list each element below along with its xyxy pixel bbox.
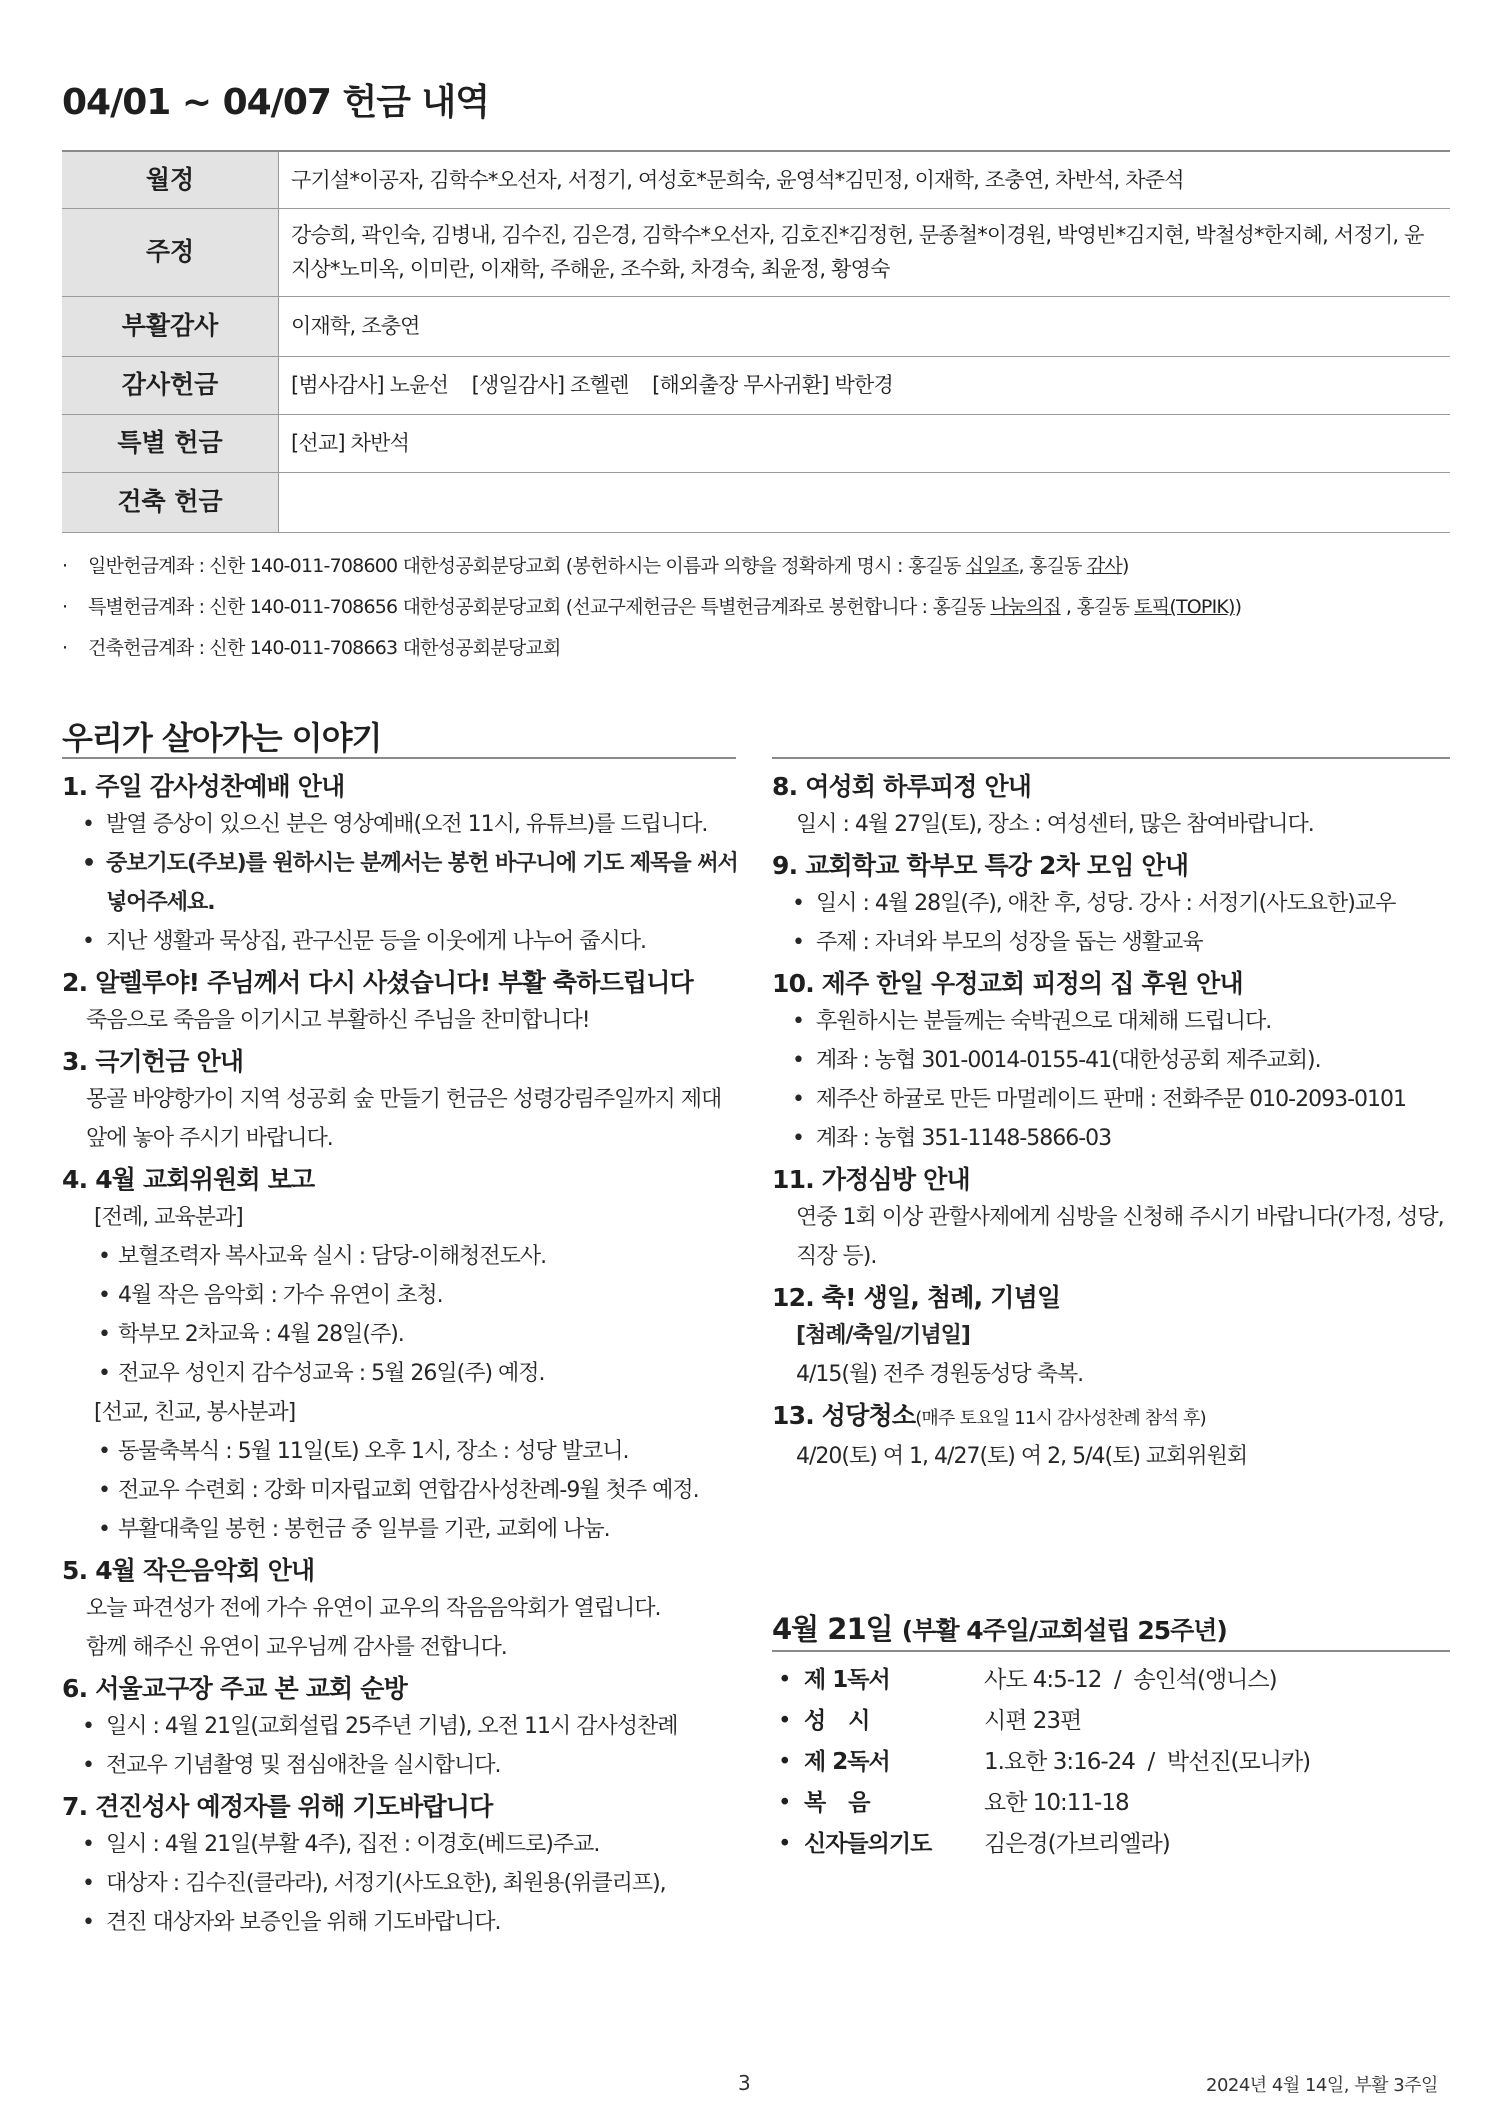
footer-date: 2024년 4월 14일, 부활 3주일	[1206, 2075, 1438, 2096]
bullet-item: • 지난 생활과 묵상집, 관구신문 등을 이웃에게 나누어 줍시다.	[62, 922, 742, 961]
account-line-building: · 건축헌금계좌 : 신한 140-011-708663 대한성공회분당교회	[62, 637, 561, 659]
offering-row	[62, 472, 1450, 532]
offering-names: 강승희, 곽인숙, 김병내, 김수진, 김은경, 김학수*오선자, 김호진*김정헌, 문종철*이경원, 박영빈*김지현, 박철성*한지혜, 서정기, 윤지상*노미옥, 이미란, 이재학, 주해윤, 조수화, 차경숙, 최윤정, 황영숙	[279, 208, 1451, 296]
schedule-subtitle: (부활 4주일/교회설립 25주년)	[901, 1616, 1227, 1645]
bullet-item: • 일시 : 4월 21일(교회설립 25주년 기념), 오전 11시 감사성찬례	[62, 1707, 742, 1746]
schedule-label: 성시	[804, 1708, 893, 1734]
section-heading: 8. 여성회 하루피정 안내	[772, 772, 1032, 801]
section-heading: 7. 견진성사 예정자를 위해 기도바랍니다	[62, 1792, 493, 1821]
schedule-label: 제 1독서	[804, 1667, 890, 1693]
right-column	[772, 765, 1452, 1476]
schedule-value: 요한 10:11-18	[984, 1790, 1129, 1816]
bullet-item: • 중보기도(주보)를 원하시는 분께서는 봉헌 바구니에 기도 제목을 써서 넣어주세요.	[62, 844, 742, 922]
section-heading: 10. 제주 한일 우정교회 피정의 집 후원 안내	[772, 969, 1243, 998]
stories-divider-right	[772, 757, 1450, 759]
paragraph: 연중 1회 이상 관할사제에게 심방을 신청해 주시기 바랍니다(가정, 성당, 직장 등).	[796, 1205, 1444, 1269]
bullet-item: • 4월 작은 음악회 : 가수 유연이 초청.	[62, 1276, 742, 1315]
bullet-item: • 동물축복식 : 5월 11일(토) 오후 1시, 장소 : 성당 발코니.	[62, 1432, 742, 1471]
offering-label: 감사헌금	[62, 356, 279, 414]
stories-divider-left	[62, 757, 736, 759]
offering-label: 부활감사	[62, 296, 279, 356]
section-heading: 1. 주일 감사성찬예배 안내	[62, 772, 345, 801]
schedule-value: 사도 4:5-12 / 송인석(앵니스)	[984, 1667, 1277, 1693]
section-heading: 2. 알렐루야! 주님께서 다시 사셨습니다! 부활 축하드립니다	[62, 968, 693, 997]
subheading: [선교, 친교, 봉사분과]	[94, 1400, 296, 1425]
left-column	[62, 765, 742, 1942]
bullet-dot: •	[778, 1708, 791, 1734]
paragraph: 오늘 파견성가 전에 가수 유연이 교우의 작음음악회가 열립니다.	[86, 1596, 661, 1621]
subheading: [전례, 교육분과]	[94, 1205, 243, 1230]
schedule-label: 복음	[804, 1790, 893, 1816]
bullet-item: • 견진 대상자와 보증인을 위해 기도바랍니다.	[62, 1903, 742, 1942]
offering-row	[62, 152, 1450, 208]
schedule-row	[772, 1783, 1442, 1824]
bullet-dot: •	[778, 1667, 791, 1693]
section-heading: 5. 4월 작은음악회 안내	[62, 1556, 315, 1585]
schedule-value: 김은경(가브리엘라)	[984, 1831, 1170, 1857]
bullet-item: • 발열 증상이 있으신 분은 영상예배(오전 11시, 유튜브)를 드립니다.	[62, 805, 742, 844]
schedule-value: 1.요한 3:16-24 / 박선진(모니카)	[984, 1749, 1311, 1775]
schedule-date: 4월 21일	[772, 1612, 893, 1646]
schedule-row	[772, 1742, 1442, 1783]
bullet-item: • 학부모 2차교육 : 4월 28일(주).	[62, 1315, 742, 1354]
schedule-label: 신자들의기도	[804, 1831, 932, 1857]
bullet-item: • 전교우 수련회 : 강화 미자립교회 연합감사성찬례-9월 첫주 예정.	[62, 1471, 742, 1510]
paragraph: 일시 : 4월 27일(토), 장소 : 여성센터, 많은 참여바랍니다.	[796, 812, 1314, 837]
section-heading: 9. 교회학교 학부모 특강 2차 모임 안내	[772, 851, 1189, 880]
schedule-label: 제 2독서	[804, 1749, 890, 1775]
bullet-item: • 후원하시는 분들께는 숙박권으로 대체해 드립니다.	[772, 1002, 1452, 1041]
offering-label: 건축 헌금	[62, 472, 279, 532]
bullet-dot: •	[778, 1749, 791, 1775]
bullet-item: • 전교우 기념촬영 및 점심애찬을 실시합니다.	[62, 1746, 742, 1785]
bullet-item: • 부활대축일 봉헌 : 봉헌금 중 일부를 기관, 교회에 나눔.	[62, 1510, 742, 1549]
section-heading-note: (매주 토요일 11시 감사성찬례 참석 후)	[915, 1408, 1206, 1429]
section-heading: 6. 서울교구장 주교 본 교회 순방	[62, 1674, 408, 1703]
schedule-value: 시편 23편	[984, 1708, 1082, 1734]
offering-names	[279, 472, 1451, 532]
bullet-item: • 전교우 성인지 감수성교육 : 5월 26일(주) 예정.	[62, 1354, 742, 1393]
bullet-item: • 보혈조력자 복사교육 실시 : 담당-이해청전도사.	[62, 1237, 742, 1276]
bullet-item: • 일시 : 4월 28일(주), 애찬 후, 성당. 강사 : 서정기(사도요한)교우	[772, 884, 1452, 923]
bullet-item: • 주제 : 자녀와 부모의 성장을 돕는 생활교육	[772, 923, 1452, 962]
section-heading: 12. 축! 생일, 첨례, 기념일	[772, 1283, 1061, 1312]
section-heading-text: 13. 성당청소	[772, 1401, 916, 1430]
schedule-row	[772, 1701, 1442, 1742]
schedule-row	[772, 1824, 1442, 1865]
page-title: 04/01 ~ 04/07 헌금 내역	[62, 82, 490, 123]
section-heading	[772, 1398, 1452, 1437]
offering-row	[62, 356, 1450, 414]
bullet-dot: •	[778, 1831, 791, 1857]
bullet-item: • 제주산 하귤로 만든 마멀레이드 판매 : 전화주문 010-2093-0101	[772, 1080, 1452, 1119]
bullet-dot: •	[778, 1790, 791, 1816]
paragraph: 몽골 바양항가이 지역 성공회 숲 만들기 헌금은 성령강림주일까지 제대 앞에 놓아 주시기 바랍니다.	[86, 1087, 722, 1151]
bullet-item: • 계좌 : 농협 351-1148-5866-03	[772, 1119, 1452, 1158]
offering-row	[62, 208, 1450, 296]
paragraph: 4/20(토) 여 1, 4/27(토) 여 2, 5/4(토) 교회위원회	[796, 1444, 1248, 1469]
bullet-item: • 대상자 : 김수진(클라라), 서정기(사도요한), 최원용(위클리프),	[62, 1864, 742, 1903]
stories-title: 우리가 살아가는 이야기	[62, 719, 382, 757]
offering-row	[62, 414, 1450, 472]
offering-names: [범사감사] 노윤선 [생일감사] 조헬렌 [해외출장 무사귀환] 박한경	[279, 356, 1451, 414]
paragraph: 죽음으로 죽음을 이기시고 부활하신 주님을 찬미합니다!	[86, 1008, 590, 1033]
account-line-general: · 일반헌금계좌 : 신한 140-011-708600 대한성공회분당교회 (봉헌하시는 이름과 의향을 정확하게 명시 : 홍길동 십일조, 홍길동 감사)	[62, 555, 1129, 577]
page-number: 3	[738, 2071, 751, 2095]
section-heading: 11. 가정심방 안내	[772, 1165, 970, 1194]
schedule-title	[772, 1607, 1227, 1648]
offering-names: [선교] 차반석	[279, 414, 1451, 472]
schedule-divider	[772, 1650, 1450, 1652]
bullet-item: • 일시 : 4월 21일(부활 4주), 집전 : 이경호(베드로)주교.	[62, 1825, 742, 1864]
offering-table	[62, 152, 1450, 533]
bullet-item: • 계좌 : 농협 301-0014-0155-41(대한성공회 제주교회).	[772, 1041, 1452, 1080]
section-heading: 4. 4월 교회위원회 보고	[62, 1165, 315, 1194]
offering-names: 구기설*이공자, 김학수*오선자, 서정기, 여성호*문희숙, 윤영석*김민정, 이재학, 조충연, 차반석, 차준석	[279, 152, 1451, 208]
account-line-special: · 특별헌금계좌 : 신한 140-011-708656 대한성공회분당교회 (선교구제헌금은 특별헌금계좌로 봉헌합니다 : 홍길동 나눔의집 , 홍길동 토픽(TOPIK))	[62, 596, 1242, 618]
paragraph: 함께 해주신 유연이 교우님께 감사를 전합니다.	[86, 1635, 507, 1660]
schedule-row	[772, 1660, 1442, 1701]
schedule-list	[772, 1660, 1442, 1865]
subheading: [첨례/축일/기념일]	[796, 1323, 970, 1348]
offering-label: 주정	[62, 208, 279, 296]
section-heading: 3. 극기헌금 안내	[62, 1047, 244, 1076]
offering-row	[62, 296, 1450, 356]
offering-label: 월정	[62, 152, 279, 208]
offering-label: 특별 헌금	[62, 414, 279, 472]
paragraph: 4/15(월) 전주 경원동성당 축복.	[796, 1362, 1084, 1387]
offering-names: 이재학, 조충연	[279, 296, 1451, 356]
